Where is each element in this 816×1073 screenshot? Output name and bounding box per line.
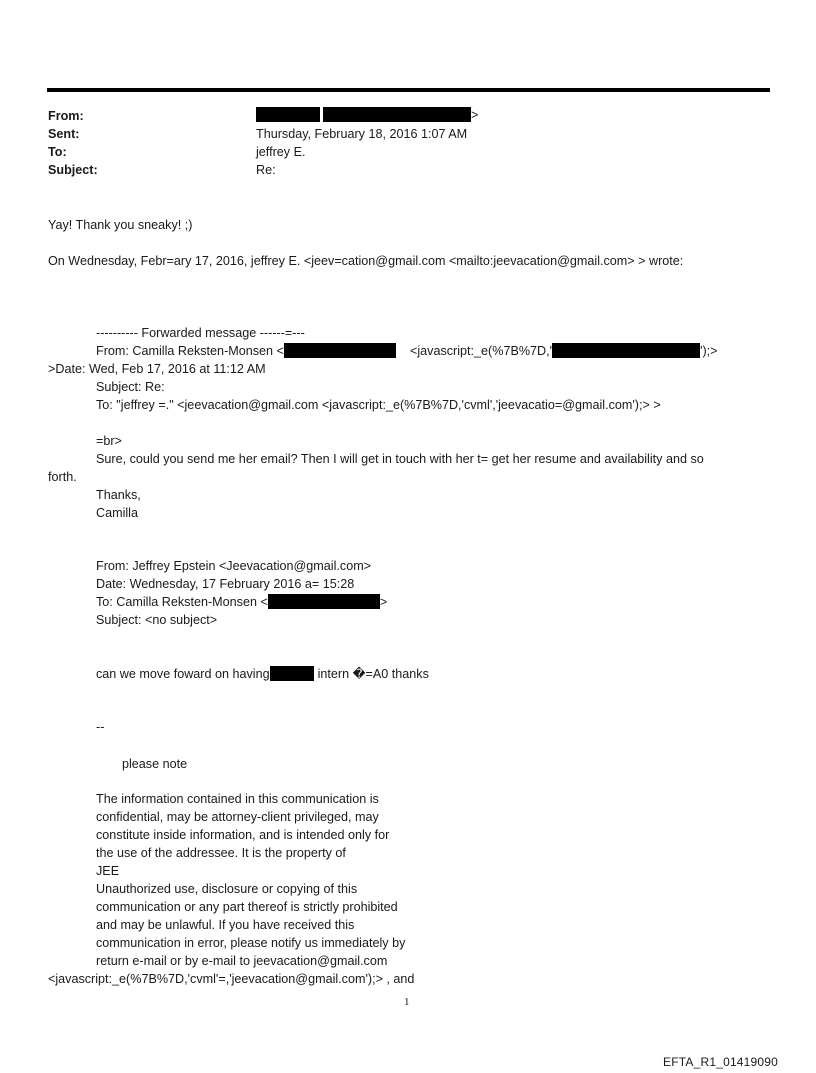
sent-value: Thursday, February 18, 2016 1:07 AM xyxy=(256,127,468,141)
subject-label: Subject: xyxy=(48,163,98,177)
thanks-line: Thanks, xyxy=(96,488,141,502)
subject-value: Re: xyxy=(256,163,276,177)
sent-label: Sent: xyxy=(48,127,80,141)
move-forward-line: can we move foward on having intern �=A0 thanks xyxy=(96,667,429,681)
sure-line: Sure, could you send me her email? Then I will get in touch with her t= get her resume and availability and so xyxy=(96,452,704,466)
redaction-block xyxy=(323,107,471,122)
fwd-to: To: "jeffrey =." <jeevacation@gmail.com <javascript:_e(%7B%7D,'cvml','jeevacatio=@gmail.com');> > xyxy=(96,398,661,412)
page-number: 1 xyxy=(404,996,410,1008)
fwd-from-mid: <javascript:_e(%7B%7D,' ');> xyxy=(410,344,718,358)
redaction-block xyxy=(268,594,380,609)
to-label: To: xyxy=(48,145,67,159)
redaction-block xyxy=(256,107,320,122)
orig-to: To: Camilla Reksten-Monsen < > xyxy=(96,595,388,609)
br-marker: =br> xyxy=(96,434,122,448)
redaction-block xyxy=(552,343,700,358)
please-note: please note xyxy=(122,757,188,771)
quote-intro: On Wednesday, Febr=ary 17, 2016, jeffrey E. <jeev=cation@gmail.com <mailto:jeevacation@gmail.com> > wrote: xyxy=(48,254,684,268)
disclaimer-line: return e-mail or by e-mail to jeevacation@gmail.com xyxy=(96,954,388,968)
disclaimer-line: constitute inside information, and is intended only for xyxy=(96,828,390,842)
disclaimer-line: Unauthorized use, disclosure or copying of this xyxy=(96,882,358,896)
fwd-from-line xyxy=(96,342,396,360)
document-id: EFTA_R1_01419090 xyxy=(663,1055,779,1069)
from-value-suffix: > xyxy=(471,108,479,122)
from-label: From: xyxy=(48,109,84,123)
from-value xyxy=(256,106,478,124)
orig-date: Date: Wednesday, 17 February 2016 a= 15:28 xyxy=(96,577,355,591)
forth-line: forth. xyxy=(48,470,77,484)
fwd-from-prefix: From: Camilla Reksten-Monsen < xyxy=(96,344,284,358)
header-rule xyxy=(47,88,770,92)
body-line-yay: Yay! Thank you sneaky! ;) xyxy=(48,218,193,232)
disclaimer-line: communication or any part thereof is strictly prohibited xyxy=(96,900,398,914)
disclaimer-line: and may be unlawful. If you have received this xyxy=(96,918,355,932)
to-value: jeffrey E. xyxy=(256,145,306,159)
disclaimer-line: JEE xyxy=(96,864,120,878)
forwarded-marker: ---------- Forwarded message ------=--- xyxy=(96,326,305,340)
fwd-date: >Date: Wed, Feb 17, 2016 at 11:12 AM xyxy=(48,362,266,376)
orig-from: From: Jeffrey Epstein <Jeevacation@gmail.com> xyxy=(96,559,372,573)
disclaimer-line: The information contained in this communication is xyxy=(96,792,379,806)
last-line: <javascript:_e(%7B%7D,'cvml'=,'jeevacation@gmail.com');> , and xyxy=(48,972,415,986)
disclaimer-line: communication in error, please notify us immediately by xyxy=(96,936,406,950)
redaction-block xyxy=(284,343,396,358)
disclaimer-line: the use of the addressee. It is the property of xyxy=(96,846,346,860)
signature-camilla: Camilla xyxy=(96,506,138,520)
orig-subject: Subject: <no subject> xyxy=(96,613,218,627)
signature-dashes: -- xyxy=(96,720,105,734)
disclaimer-line: confidential, may be attorney-client privileged, may xyxy=(96,810,379,824)
fwd-subject: Subject: Re: xyxy=(96,380,165,394)
redaction-block xyxy=(270,666,314,681)
